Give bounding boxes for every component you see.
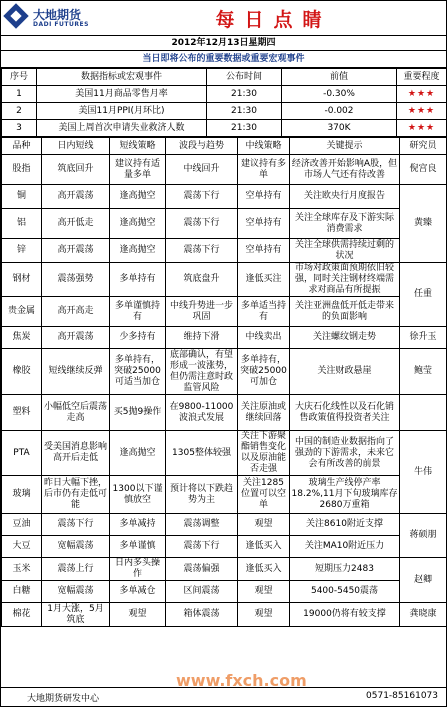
cell-item: PTA (2, 431, 42, 476)
cell-short-strategy: 多单持有 (110, 263, 166, 297)
col-short-strategy: 短线策略 (110, 138, 166, 155)
logo-english-name: DADI FUTURES (33, 21, 89, 28)
strategy-row (2, 431, 447, 476)
cell-short-strategy: 多单持有，突破25000可适当加仓 (110, 349, 166, 395)
col-item: 品种 (2, 138, 42, 155)
strategy-row (2, 558, 447, 581)
cell-intraday: 小幅低空后震荡走高 (42, 395, 110, 431)
cell-item: 贵金属 (2, 297, 42, 327)
cell-short-strategy: 观望 (110, 603, 166, 627)
strategy-row (2, 536, 447, 558)
report-title: 每日点睛 (215, 9, 332, 31)
strategy-row (2, 297, 447, 327)
events-col-name: 数据指标或宏观事件 (37, 69, 207, 86)
col-analyst: 研究员 (400, 138, 447, 155)
event-importance-stars: ★★★ (397, 103, 447, 120)
cell-intraday: 昨日大幅下挫，后市仍有走低可能 (42, 476, 110, 514)
cell-analyst: 龚晓康 (400, 603, 447, 627)
strategy-row (2, 581, 447, 603)
cell-short-strategy: 建议持有适量多单 (110, 155, 166, 185)
cell-key-tip: 关注8610附近支撑 (290, 514, 400, 536)
cell-item: 大豆 (2, 536, 42, 558)
cell-swing-trend: 预计将以下跌趋势为主 (166, 476, 238, 514)
cell-item: 钢材 (2, 263, 42, 297)
cell-intraday: 高开低走 (42, 209, 110, 239)
cell-analyst: 倪宫良 (400, 155, 447, 185)
cell-mid-strategy: 多单适当持有 (238, 297, 290, 327)
col-intraday: 日内短线 (42, 138, 110, 155)
cell-mid-strategy: 空单持有 (238, 185, 290, 209)
cell-mid-strategy: 观望 (238, 581, 290, 603)
strategy-row (2, 239, 447, 263)
cell-intraday: 短线继续反弹 (42, 349, 110, 395)
footer-phone: 0571-85161073 (366, 691, 438, 701)
event-no: 2 (2, 103, 37, 120)
cell-intraday: 宽幅震荡 (42, 581, 110, 603)
cell-swing-trend: 震荡下行 (166, 239, 238, 263)
cell-short-strategy: 日内多头操作 (110, 558, 166, 581)
cell-mid-strategy: 关注1285位置可以空单 (238, 476, 290, 514)
cell-swing-trend: 箱体震荡 (166, 603, 238, 627)
cell-mid-strategy: 空单持有 (238, 239, 290, 263)
col-key-tip: 关键提示 (290, 138, 400, 155)
cell-key-tip: 关注全球供需持续过剩的状况 (290, 239, 400, 263)
cell-item: 焦炭 (2, 327, 42, 349)
cell-item: 铜 (2, 185, 42, 209)
events-col-no: 序号 (2, 69, 37, 86)
cell-key-tip: 关注全球库存及下游实际消费需求 (290, 209, 400, 239)
events-col-prev: 前值 (282, 69, 397, 86)
footer-org: 大地期货研发中心 (27, 694, 100, 704)
cell-swing-trend: 底部确认，有望形成一波涨势，但仍需注意时政监管风险 (166, 349, 238, 395)
event-no: 3 (2, 120, 37, 137)
events-col-importance: 重要程度 (397, 69, 447, 86)
cell-intraday: 高开震荡 (42, 327, 110, 349)
cell-short-strategy: 逢高抛空 (110, 239, 166, 263)
cell-key-tip: 短期压力2483 (290, 558, 400, 581)
cell-swing-trend: 震荡下行 (166, 209, 238, 239)
cell-key-tip: 大庆石化线性以及石化销售政策值得投资者关注 (290, 395, 400, 431)
strategy-row (2, 349, 447, 395)
events-subtitle: 当日即将公布的重要数据或重要宏观事件 (1, 51, 446, 68)
cell-mid-strategy: 中线卖出 (238, 327, 290, 349)
col-swing-trend: 波段与趋势 (166, 138, 238, 155)
cell-swing-trend: 维持下滑 (166, 327, 238, 349)
event-prev: -0.30% (282, 86, 397, 103)
cell-analyst: 黄臻 (400, 185, 447, 263)
cell-key-tip: 关注亚洲盘低开低走带来的负面影响 (290, 297, 400, 327)
event-name: 美国11月商品零售月率 (37, 86, 207, 103)
cell-analyst: 赵卿 (400, 558, 447, 603)
cell-key-tip: 关注螺纹钢走势 (290, 327, 400, 349)
cell-analyst: 任重 (400, 263, 447, 327)
cell-intraday: 高开高走 (42, 297, 110, 327)
strategy-header-row (2, 138, 447, 155)
cell-intraday: 受美国消息影响高开后走低 (42, 431, 110, 476)
cell-key-tip: 关注欧央行月度报告 (290, 185, 400, 209)
cell-mid-strategy: 观望 (238, 603, 290, 627)
strategy-row (2, 514, 447, 536)
event-time: 21:30 (207, 103, 282, 120)
cell-short-strategy: 逢高抛空 (110, 185, 166, 209)
cell-key-tip: 经济改善开始影响A股，但市场人气还有待改善 (290, 155, 400, 185)
strategy-row (2, 327, 447, 349)
cell-key-tip: 中国的制造业数据指向了强劲的下游需求，未来它会有所改善的前景 (290, 431, 400, 476)
cell-item: 股指 (2, 155, 42, 185)
cell-item: 铝 (2, 209, 42, 239)
cell-mid-strategy: 观望 (238, 514, 290, 536)
cell-item: 白糖 (2, 581, 42, 603)
cell-analyst: 牛伟 (400, 431, 447, 514)
cell-swing-trend: 中线升势进一步巩固 (166, 297, 238, 327)
report-footer (1, 687, 446, 706)
cell-intraday: 震荡强势 (42, 263, 110, 297)
cell-item: 锌 (2, 239, 42, 263)
cell-intraday: 宽幅震荡 (42, 536, 110, 558)
company-logo (7, 6, 97, 32)
strategy-row (2, 263, 447, 297)
cell-mid-strategy: 建议持有多单 (238, 155, 290, 185)
event-prev: -0.002 (282, 103, 397, 120)
cell-key-tip: 关注财政悬崖 (290, 349, 400, 395)
strategy-row (2, 155, 447, 185)
event-importance-stars: ★★★ (397, 86, 447, 103)
cell-mid-strategy: 多单持有，突破25000可加仓 (238, 349, 290, 395)
cell-short-strategy: 少多持有 (110, 327, 166, 349)
cell-short-strategy: 多单谨慎持有 (110, 297, 166, 327)
col-mid-strategy: 中线策略 (238, 138, 290, 155)
cell-mid-strategy: 逢低买注 (238, 263, 290, 297)
cell-swing-trend: 1305整体较强 (166, 431, 238, 476)
event-prev: 370K (282, 120, 397, 137)
cell-key-tip: 玻璃生产线停产率18.2%,11月下旬玻璃库存2680万重箱 (290, 476, 400, 514)
event-time: 21:30 (207, 120, 282, 137)
strategy-row (2, 476, 447, 514)
cell-short-strategy: 多单减持 (110, 514, 166, 536)
cell-swing-trend: 震荡下行 (166, 536, 238, 558)
cell-swing-trend: 震荡偏强 (166, 558, 238, 581)
cell-short-strategy: 1300以下谨慎放空 (110, 476, 166, 514)
cell-swing-trend: 在9800-11000波浪式发展 (166, 395, 238, 431)
event-importance-stars: ★★★ (397, 120, 447, 137)
cell-mid-strategy: 空单持有 (238, 209, 290, 239)
cell-item: 橡胶 (2, 349, 42, 395)
report-date: 2012年12月13日星期四 (1, 36, 446, 51)
cell-mid-strategy: 关注原油或继续回落 (238, 395, 290, 431)
cell-key-tip: 19000仍将有较支撑 (290, 603, 400, 627)
events-header-row (2, 69, 447, 86)
strategy-row (2, 603, 447, 627)
strategy-row (2, 209, 447, 239)
logo-chinese-name: 大地期货 (33, 8, 82, 22)
cell-short-strategy: 买5抛9操作 (110, 395, 166, 431)
cell-analyst: 鲍莹 (400, 349, 447, 395)
strategy-table (1, 137, 447, 627)
cell-intraday: 震荡上行 (42, 558, 110, 581)
cell-swing-trend: 中线回升 (166, 155, 238, 185)
watermark-text: www.fxch.com (176, 671, 307, 690)
cell-short-strategy: 逢高抛空 (110, 209, 166, 239)
cell-key-tip: 5400-5450震荡 (290, 581, 400, 603)
events-col-time: 公布时间 (207, 69, 282, 86)
cell-intraday: 筑底回升 (42, 155, 110, 185)
cell-item: 豆油 (2, 514, 42, 536)
strategy-row (2, 395, 447, 431)
cell-mid-strategy: 逢低买入 (238, 536, 290, 558)
cell-item: 棉花 (2, 603, 42, 627)
cell-short-strategy: 逢高抛空 (110, 431, 166, 476)
report-header (1, 1, 446, 36)
event-row (2, 120, 447, 137)
cell-key-tip: 关注MA10附近压力 (290, 536, 400, 558)
event-row (2, 86, 447, 103)
cell-swing-trend: 区间震荡 (166, 581, 238, 603)
event-time: 21:30 (207, 86, 282, 103)
cell-swing-trend: 震荡调整 (166, 514, 238, 536)
cell-mid-strategy: 逢低买入 (238, 558, 290, 581)
cell-intraday: 高开震荡 (42, 185, 110, 209)
cell-analyst (400, 395, 447, 431)
cell-short-strategy: 多单减仓 (110, 581, 166, 603)
cell-intraday: 震荡下行 (42, 514, 110, 536)
cell-analyst: 蒋硕朋 (400, 514, 447, 558)
cell-short-strategy: 多单谨慎 (110, 536, 166, 558)
cell-swing-trend: 震荡下行 (166, 185, 238, 209)
event-name: 美国11月PPI(月环比) (37, 103, 207, 120)
logo-diamond-icon (3, 3, 28, 28)
strategy-row (2, 185, 447, 209)
event-row (2, 103, 447, 120)
cell-intraday: 高开震荡 (42, 239, 110, 263)
cell-item: 塑料 (2, 395, 42, 431)
event-no: 1 (2, 86, 37, 103)
cell-item: 玻璃 (2, 476, 42, 514)
cell-item: 玉米 (2, 558, 42, 581)
cell-mid-strategy: 关注下游聚酯销售变化以及原油能否走强 (238, 431, 290, 476)
cell-intraday: 1月大涨，5月筑底 (42, 603, 110, 627)
cell-key-tip: 市场对政策面预期依旧较强，同时关注钢材终端需求对商品有所提振 (290, 263, 400, 297)
cell-swing-trend: 筑底盘升 (166, 263, 238, 297)
event-name: 美国上周首次申请失业救济人数 (37, 120, 207, 137)
cell-analyst: 徐升玉 (400, 327, 447, 349)
events-table (1, 68, 447, 137)
